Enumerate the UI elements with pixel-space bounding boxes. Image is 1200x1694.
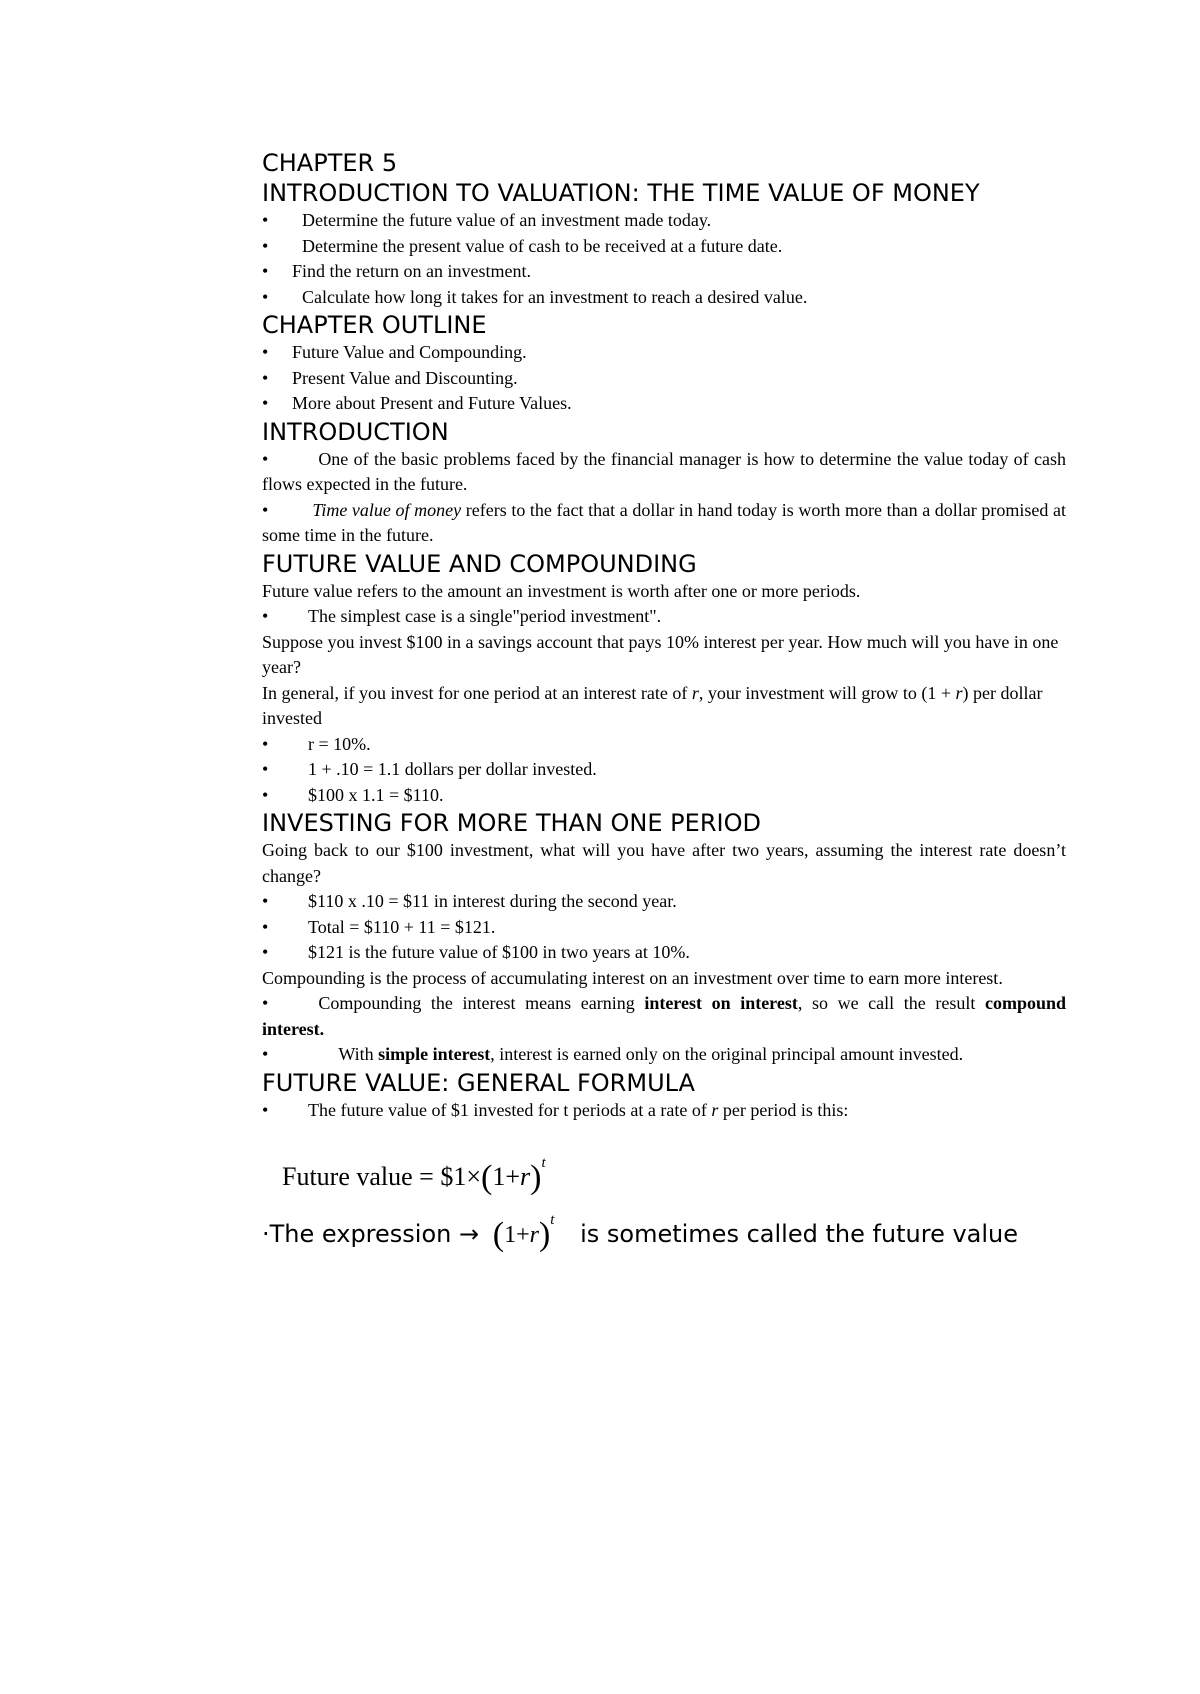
list-item: • Determine the present value of cash to be received at a future date. <box>262 234 1066 260</box>
bullet-icon: • <box>262 235 269 256</box>
bullet-icon: • <box>262 393 269 413</box>
paragraph: Going back to our $100 investment, what will you have after two years, assuming the interest rate doesn’t change? <box>262 840 1066 886</box>
future-value-formula: Future value = $\$1\times(1+r)^t$ <box>282 1155 546 1196</box>
bullet-icon: • <box>262 733 269 754</box>
bullet-icon: • <box>262 993 269 1013</box>
bullet-icon: • <box>262 606 269 626</box>
list-item: • $100 x 1.1 = $110. <box>262 783 1066 809</box>
term-time-value-of-money: Time value of money <box>312 499 462 520</box>
paragraph: In general, if you invest for one period at an interest rate of r, your investment will grow to (1 + r) per dollar invested <box>262 682 1043 728</box>
document-page <box>262 148 1066 1253</box>
outline-list <box>262 340 1066 417</box>
bullet-icon: • <box>262 1099 269 1120</box>
paragraph: • Compounding the interest means earning interest on interest, so we call the result compound interest. <box>262 993 1066 1039</box>
bullet-icon: • <box>262 286 269 307</box>
bullet-icon: • <box>262 1044 269 1064</box>
expression-note: ·The expression → $(1+r)^t$ is sometimes called the future value <box>262 1197 1066 1243</box>
paragraph: Suppose you invest $100 in a savings account that pays 10% interest per year. How much will you have in one year? <box>262 631 1059 677</box>
list-item: • The future value of $1 invested for t periods at a rate of r per period is this: <box>262 1098 1066 1124</box>
bullet-icon: • <box>262 210 269 230</box>
list-item: • More about Present and Future Values. <box>262 391 1066 417</box>
bullet-icon: • <box>262 367 269 388</box>
bullet-icon: • <box>262 784 269 805</box>
section-heading-outline: CHAPTER OUTLINE <box>262 311 487 339</box>
chapter-title: INTRODUCTION TO VALUATION: THE TIME VALUE OF MONEY <box>262 179 980 207</box>
paragraph: • With simple interest, interest is earned only on the original principal amount invested. <box>262 1044 964 1064</box>
list-item: • The simplest case is a single"period investment". <box>262 604 1066 630</box>
bullet-icon: • <box>262 261 269 281</box>
list-item: • Calculate how long it takes for an investment to reach a desired value. <box>262 285 1066 311</box>
paragraph: Compounding is the process of accumulating interest on an investment over time to earn more interest. <box>262 967 1003 988</box>
list-item: • 1 + .10 = 1.1 dollars per dollar invested. <box>262 757 1066 783</box>
section-heading-general-formula: FUTURE VALUE: GENERAL FORMULA <box>262 1068 695 1097</box>
list-item: • Find the return on an investment. <box>262 259 1066 285</box>
paragraph: Future value refers to the amount an investment is worth after one or more periods. <box>262 580 861 601</box>
bullet-icon: • <box>262 942 269 962</box>
bullet-icon: • <box>262 448 269 469</box>
bullet-icon: • <box>262 759 269 779</box>
section-heading-more-than-one-period: INVESTING FOR MORE THAN ONE PERIOD <box>262 809 761 837</box>
bullet-icon: • <box>262 499 269 520</box>
chapter-number: CHAPTER 5 <box>262 149 398 177</box>
list-item: • Total = $110 + 11 = $121. <box>262 915 1066 941</box>
bullet-icon: • <box>262 891 269 911</box>
expression-formula: $(1+r)^t$ <box>492 1212 555 1253</box>
section-heading-fv-compounding: FUTURE VALUE AND COMPOUNDING <box>262 549 697 578</box>
list-item: • Determine the future value of an investment made today. <box>262 208 1066 234</box>
section-heading-introduction: INTRODUCTION <box>262 417 449 446</box>
bullet-icon: • <box>262 916 269 937</box>
list-item: • r = 10%. <box>262 732 1066 758</box>
list-item: • Future Value and Compounding. <box>262 340 1066 366</box>
bullet-icon: • <box>262 342 269 362</box>
paragraph: • Time value of money refers to the fact that a dollar in hand today is worth more than a dollar promised at some time in the future. <box>262 499 1066 545</box>
objectives-list <box>262 208 1066 310</box>
paragraph: • One of the basic problems faced by the financial manager is how to determine the value today of cash flows expected in the future. <box>262 448 1066 494</box>
list-item: • $121 is the future value of $100 in two years at 10%. <box>262 940 1066 966</box>
list-item: • Present Value and Discounting. <box>262 366 1066 392</box>
list-item: • $110 x .10 = $11 in interest during the second year. <box>262 889 1066 915</box>
